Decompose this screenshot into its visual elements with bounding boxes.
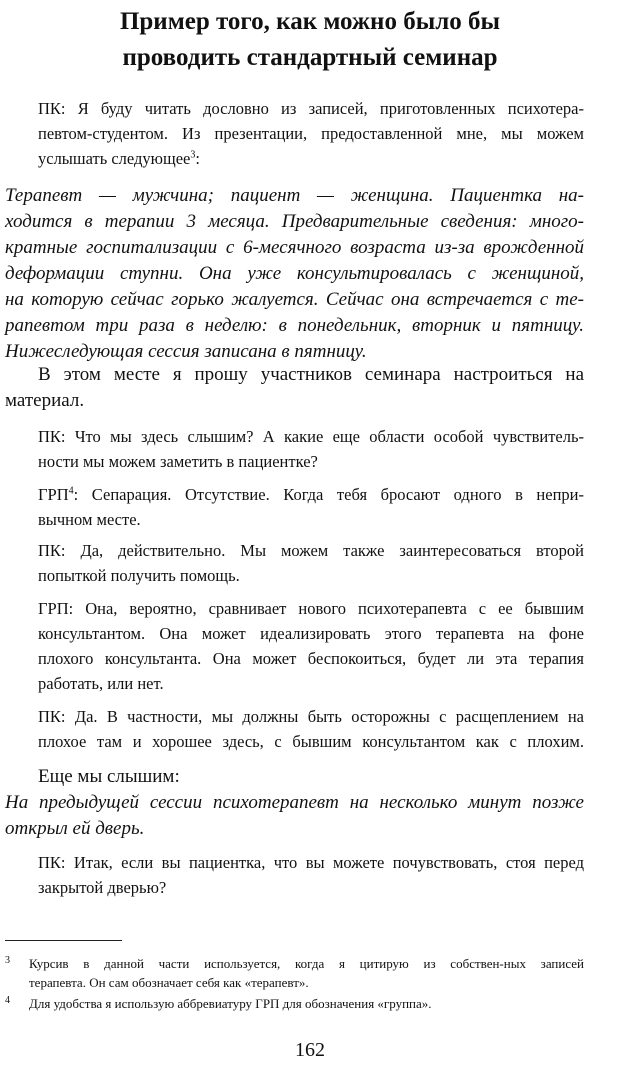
text-fragment: ГРП (38, 485, 69, 504)
text-line: ходится в терапии 3 месяца. Предварительные сведения: много- (5, 211, 584, 232)
text-line: Курсив в данной части используется, когда я цитирую из собствен-ных записей (29, 956, 584, 971)
text-line: ПК: Да. В частности, мы должны быть осторожны с расщеплением на (38, 707, 584, 726)
text-line: ности мы можем заметить в пациентке? (38, 452, 318, 471)
section-heading (0, 4, 620, 76)
text-line: кратные госпитализации с 6-месячного возраста из-за врожденной (5, 237, 584, 258)
text-line: попыткой получить помощь. (38, 566, 240, 585)
text-line: на которую сейчас горько жалуется. Сейчас она встречается с те- (5, 289, 584, 310)
text-line: Для удобства я использую аббревиатуру ГРП для обозначения «группа». (29, 996, 432, 1011)
footnote-divider (5, 940, 122, 941)
paragraph-grp-separation (38, 482, 584, 532)
paragraph-pk-question (38, 424, 584, 474)
text-line: материал. (5, 390, 85, 411)
text-line: ГРП: Она, вероятно, сравнивает нового психотерапевта с ее бывшим (38, 599, 584, 618)
footnote-ref-3: 3 (190, 149, 196, 161)
page-number: 162 (295, 1039, 325, 1061)
italic-quote-case-summary (5, 183, 584, 365)
text-line (5, 362, 584, 388)
text-fragment: : Сепарация. Отсутствие. Когда тебя бросают одного в непри- (73, 485, 584, 504)
text-line: Нижеследующая сессия записана в пятницу. (5, 341, 367, 362)
text-fragment: В этом месте я прошу участников семинара настроиться на (38, 364, 584, 385)
text-line (38, 482, 584, 507)
heading-line: Пример того, как можно было бы (119, 8, 501, 35)
text-line: открыл ей дверь. (5, 818, 145, 839)
footnote-text (29, 994, 584, 1013)
text-line: ПК: Да, действительно. Мы можем также заинтересоваться второй (38, 541, 584, 560)
text-line: На предыдущей сессии психотерапевт на несколько минут позже (5, 792, 584, 813)
text-line (5, 764, 584, 790)
text-line: рапевтом три раза в неделю: в понедельник, вторник и пятницу. (5, 315, 584, 336)
text-line: плохого консультанта. Она может беспокоиться, будет ли эта терапия (38, 649, 584, 668)
footnote-text (29, 954, 584, 992)
paragraph-we-hear (5, 764, 584, 790)
paragraph-pk-splitting (38, 704, 584, 754)
footnote-number: 4 (5, 995, 10, 1006)
text-line: деформации ступни. Она уже консультировалась с женщиной, (5, 263, 584, 284)
text-line: терапевта. Он сам обозначает себя как «терапевт». (29, 975, 309, 990)
paragraph-seminar-note (5, 362, 584, 414)
heading-line: проводить стандартный семинар (122, 44, 498, 71)
footnote-ref-4: 4 (68, 485, 74, 497)
text-line: консультантом. Она может идеализировать этого терапевта на фоне (38, 624, 584, 643)
italic-quote-door (5, 790, 584, 842)
text-line: закрытой дверью? (38, 878, 167, 897)
footnote-4 (5, 994, 584, 1014)
text-line: ПК: Итак, если вы пациентка, что вы можете почувствовать, стоя перед (38, 853, 584, 872)
paragraph-pk-closed-door (38, 850, 584, 900)
text-line: плохое там и хорошее здесь, с бывшим консультантом как с плохим. (38, 732, 584, 751)
text-line: работать, или нет. (38, 674, 164, 693)
footnote-number: 3 (5, 955, 10, 966)
text-line: ПК: Я буду читать дословно из записей, приготовленных психотера- (38, 99, 584, 118)
text-fragment: : (195, 149, 200, 168)
text-line: вычном месте. (38, 510, 141, 529)
text-line: певтом-студентом. Из презентации, предоставленной мне, мы можем (38, 124, 584, 143)
text-fragment: Еще мы слышим: (38, 766, 180, 787)
paragraph-pk-second-attempt (38, 538, 584, 588)
footnote-3 (5, 954, 584, 994)
text-line: ПК: Что мы здесь слышим? А какие еще области особой чувствитель- (38, 427, 584, 446)
text-line: Терапевт — мужчина; пациент — женщина. Пациентка на- (5, 185, 584, 206)
text-line (38, 146, 584, 171)
paragraph-pk-intro (38, 96, 584, 171)
text-fragment: услышать следующее (38, 149, 191, 168)
paragraph-grp-comparison (38, 596, 584, 696)
